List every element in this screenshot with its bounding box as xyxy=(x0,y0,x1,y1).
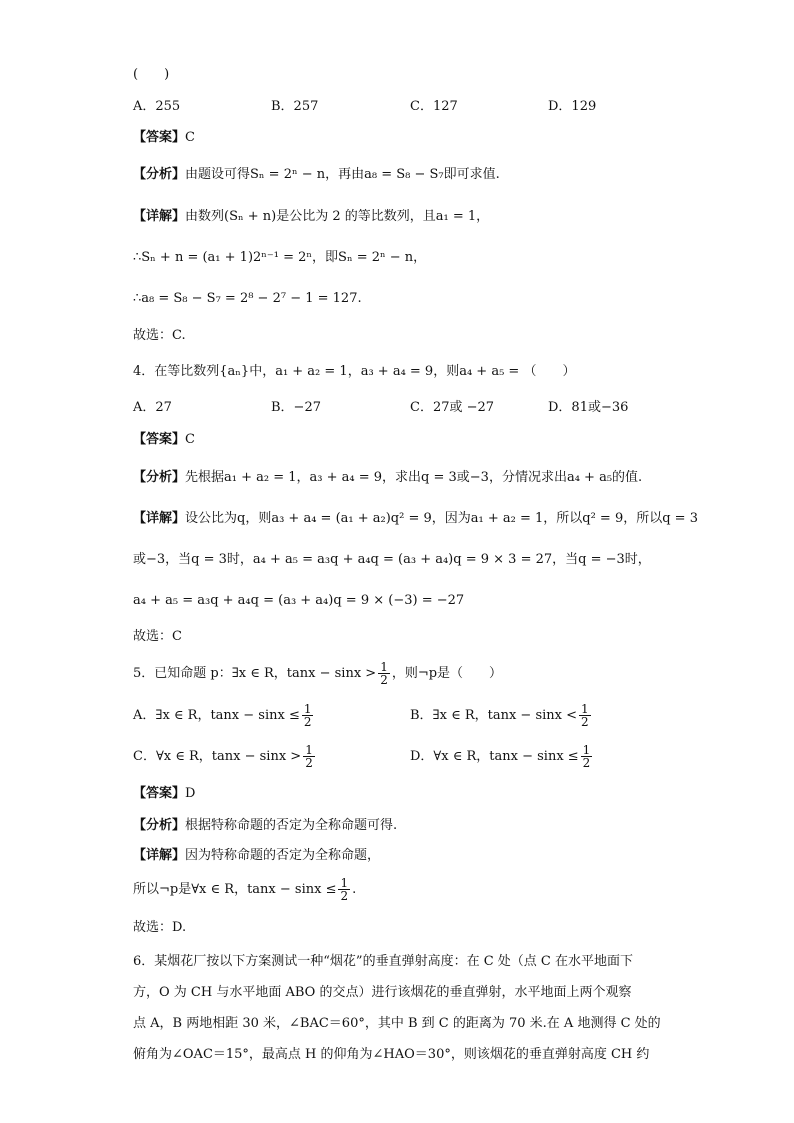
q5-answer xyxy=(133,784,195,804)
detail-tag: 【详解】 xyxy=(133,511,186,526)
q5-option-d xyxy=(410,743,594,771)
q5-detail-line-2 xyxy=(133,876,356,904)
q5-stem xyxy=(133,660,502,688)
option-text: C．∀x ∈ R，tanx − sinx > xyxy=(133,749,302,764)
q5-detail xyxy=(133,846,380,866)
q3-answer xyxy=(133,128,195,148)
detail-text: 设公比为q，则a₃ + a₄ = (a₁ + a₂)q² = 9，因为a₁ + a₂ = 1，所以q² = 9，所以q = 3 xyxy=(185,511,698,526)
fraction-half xyxy=(302,703,314,728)
q4-detail-line-2: 或−3，当q = 3时，a₄ + a₅ = a₃q + a₄q = (a₃ + a₄)q = 9 × 3 = 27，当q = −3时， xyxy=(133,552,651,567)
q4-answer xyxy=(133,430,195,450)
fraction-numerator: 1 xyxy=(581,702,589,716)
fraction-half xyxy=(581,744,593,769)
q5-stem-tail: ，则¬p是（ ） xyxy=(391,666,503,681)
q3-detail-line-2: ∴Sₙ + n = (a₁ + 1)2ⁿ⁻¹ = 2ⁿ，即Sₙ = 2ⁿ − n， xyxy=(133,250,427,265)
q6-line-3: 点 A，B 两地相距 30 米，∠BAC＝60°，其中 B 到 C 的距离为 70 米.在 A 地测得 C 处的 xyxy=(133,1016,661,1031)
fraction-numerator: 1 xyxy=(380,660,388,674)
option-text: A．∃x ∈ R，tanx − sinx ≤ xyxy=(133,708,300,723)
q5-option-c xyxy=(133,743,317,771)
answer-value: C xyxy=(185,432,195,447)
analysis-text: 由题设可得Sₙ = 2ⁿ − n，再由a₈ = S₈ − S₇即可求值. xyxy=(185,167,500,182)
fraction-denominator: 2 xyxy=(581,715,589,729)
q3-option-a: A．255 xyxy=(133,99,181,114)
fraction-numerator: 1 xyxy=(303,702,312,716)
q3-paren: ( ) xyxy=(133,67,170,82)
fraction-denominator: 2 xyxy=(582,756,591,770)
detail-tag: 【详解】 xyxy=(133,848,186,863)
answer-value: D xyxy=(185,786,196,801)
q4-option-a: A．27 xyxy=(133,400,172,415)
q5-stem-text: 5．已知命题 p：∃x ∈ R，tanx − sinx > xyxy=(133,666,377,681)
fraction-half xyxy=(338,877,350,902)
q4-stem: 4．在等比数列{aₙ}中，a₁ + a₂ = 1，a₃ + a₄ = 9，则a₄ + a₅ = （ ） xyxy=(133,364,576,379)
answer-value: C xyxy=(185,130,195,145)
fraction-denominator: 2 xyxy=(380,673,388,687)
option-text: B．∃x ∈ R，tanx − sinx < xyxy=(410,708,578,723)
q3-detail xyxy=(133,207,489,227)
detail-text: 因为特称命题的否定为全称命题， xyxy=(185,848,381,863)
analysis-tag: 【分析】 xyxy=(133,167,186,182)
q4-option-b: B．−27 xyxy=(271,400,321,415)
q5-analysis xyxy=(133,816,397,836)
q3-analysis xyxy=(133,165,500,185)
fraction-numerator: 1 xyxy=(305,743,313,757)
q4-option-d: D．81或−36 xyxy=(548,400,629,415)
q4-option-c: C．27或 −27 xyxy=(410,400,495,415)
fraction-half xyxy=(579,703,591,728)
analysis-text: 根据特称命题的否定为全称命题可得. xyxy=(185,818,398,833)
answer-tag: 【答案】 xyxy=(133,130,186,145)
q4-choose: 故选：C xyxy=(133,629,182,644)
q4-analysis xyxy=(133,468,642,488)
detail-text: 由数列(Sₙ + n)是公比为 2 的等比数列，且a₁ = 1， xyxy=(185,209,490,224)
q5-option-a xyxy=(133,702,315,730)
fraction-numerator: 1 xyxy=(582,743,591,757)
q3-option-d: D．129 xyxy=(548,99,597,114)
fraction-half xyxy=(303,744,315,769)
fraction-numerator: 1 xyxy=(340,876,349,890)
q3-choose: 故选：C. xyxy=(133,328,186,343)
q6-line-4: 俯角为∠OAC＝15°，最高点 H 的仰角为∠HAO＝30°，则该烟花的垂直弹射高度 CH 约 xyxy=(133,1047,650,1062)
q3-detail-line-3: ∴a₈ = S₈ − S₇ = 2⁸ − 2⁷ − 1 = 127. xyxy=(133,291,362,306)
option-text: D．∀x ∈ R，tanx − sinx ≤ xyxy=(410,749,579,764)
fraction-denominator: 2 xyxy=(305,756,313,770)
analysis-text: 先根据a₁ + a₂ = 1，a₃ + a₄ = 9，求出q = 3或−3，分情况求出a₄ + a₅的值. xyxy=(185,470,643,485)
fraction-denominator: 2 xyxy=(340,889,349,903)
detail-period: . xyxy=(352,882,357,897)
analysis-tag: 【分析】 xyxy=(133,818,186,833)
q6-line-1: 6．某烟花厂按以下方案测试一种“烟花”的垂直弹射高度：在 C 处（点 C 在水平地面下 xyxy=(133,954,633,969)
q6-line-2: 方，O 为 CH 与水平地面 ABO 的交点）进行该烟花的垂直弹射，水平地面上两个观察 xyxy=(133,985,632,1000)
answer-tag: 【答案】 xyxy=(133,432,186,447)
fraction-denominator: 2 xyxy=(303,715,312,729)
q4-detail xyxy=(133,509,698,529)
fraction-half xyxy=(378,661,390,686)
analysis-tag: 【分析】 xyxy=(133,470,186,485)
q4-detail-line-3: a₄ + a₅ = a₃q + a₄q = (a₃ + a₄)q = 9 × (−3) = −27 xyxy=(133,593,465,608)
q3-option-b: B．257 xyxy=(271,99,319,114)
detail-tag: 【详解】 xyxy=(133,209,186,224)
q5-choose: 故选：D. xyxy=(133,920,187,935)
answer-tag: 【答案】 xyxy=(133,786,186,801)
q5-option-b xyxy=(410,702,593,730)
detail-text: 所以¬p是∀x ∈ R，tanx − sinx ≤ xyxy=(133,882,337,897)
q3-option-c: C．127 xyxy=(410,99,458,114)
